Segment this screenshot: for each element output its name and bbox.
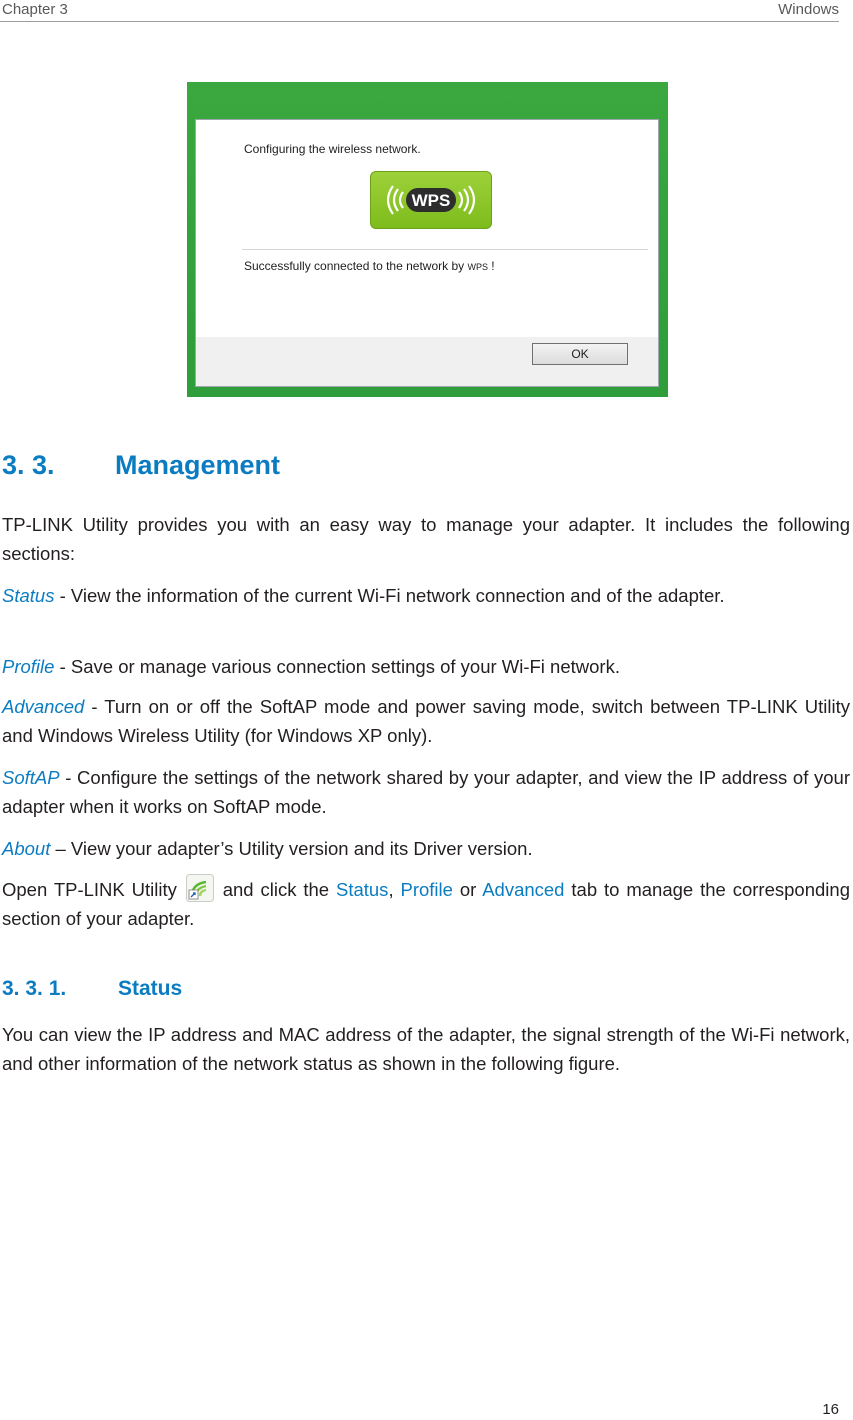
heading-title: Status bbox=[118, 977, 183, 1000]
wps-dialog bbox=[195, 119, 659, 387]
item-about bbox=[2, 834, 850, 863]
dialog-separator bbox=[242, 249, 648, 250]
item-desc: - View the information of the current Wi-Fi network connection and of the adapter. bbox=[54, 585, 725, 606]
item-desc: - Configure the settings of the network shared by your adapter, and view the IP address of your adapter when it works on SoftAP mode. bbox=[2, 767, 850, 817]
wps-logo-icon bbox=[371, 172, 491, 228]
management-intro: TP-LINK Utility provides you with an easy way to manage your adapter. It includes the following sections: bbox=[2, 514, 850, 564]
item-advanced bbox=[2, 692, 850, 750]
item-softap bbox=[2, 763, 850, 821]
management-heading bbox=[2, 450, 280, 481]
item-term: Profile bbox=[2, 656, 55, 677]
item-status bbox=[2, 581, 850, 610]
item-desc: – View your adapter’s Utility version and its Driver version. bbox=[50, 838, 533, 859]
wps-success-screenshot bbox=[187, 82, 668, 397]
item-term: SoftAP bbox=[2, 767, 60, 788]
tp-link-utility-icon bbox=[186, 874, 214, 902]
open-comma: , bbox=[388, 879, 401, 900]
wps-button[interactable] bbox=[370, 171, 492, 229]
success-network: WPS bbox=[467, 262, 488, 272]
heading-number: 3. 3. bbox=[2, 450, 55, 480]
item-desc: - Turn on or off the SoftAP mode and power saving mode, switch between TP-LINK Utility and Windows Wireless Utility (for Windows XP only). bbox=[2, 696, 850, 746]
success-suffix: ! bbox=[487, 259, 495, 273]
open-suffix: tab to manage the corresponding section of your adapter. bbox=[2, 879, 850, 929]
status-tab-link: Status bbox=[335, 879, 389, 900]
profile-tab-link: Profile bbox=[400, 879, 453, 900]
configuring-message: Configuring the wireless network. bbox=[244, 142, 421, 156]
chapter-label: Chapter 3 bbox=[2, 1, 68, 18]
item-term: Advanced bbox=[2, 696, 85, 717]
item-profile bbox=[2, 652, 850, 681]
open-prefix: Open TP-LINK Utility bbox=[2, 879, 184, 900]
open-utility-instructions bbox=[2, 874, 850, 933]
status-body: You can view the IP address and MAC address of the adapter, the signal strength of the Wi-Fi network, and other information of the network status as shown in the following figure. bbox=[2, 1024, 850, 1074]
wps-logo-text: WPS bbox=[411, 191, 451, 210]
dialog-content bbox=[196, 120, 658, 337]
page-number: 16 bbox=[822, 1401, 839, 1418]
success-prefix: Successfully connected to the network by bbox=[244, 259, 468, 273]
item-term: Status bbox=[2, 585, 55, 606]
success-message bbox=[244, 259, 495, 273]
item-term: About bbox=[2, 838, 51, 859]
item-desc: - Save or manage various connection settings of your Wi-Fi network. bbox=[54, 656, 620, 677]
header-divider bbox=[0, 21, 839, 22]
open-or: or bbox=[452, 879, 483, 900]
heading-title: Management bbox=[115, 450, 281, 480]
ok-button[interactable]: OK bbox=[532, 343, 628, 365]
status-heading bbox=[2, 977, 182, 1001]
page-header bbox=[0, 0, 853, 22]
open-mid: and click the bbox=[215, 879, 336, 900]
section-label: Windows bbox=[778, 1, 839, 18]
heading-number: 3. 3. 1. bbox=[2, 977, 67, 1000]
advanced-tab-link: Advanced bbox=[482, 879, 565, 900]
